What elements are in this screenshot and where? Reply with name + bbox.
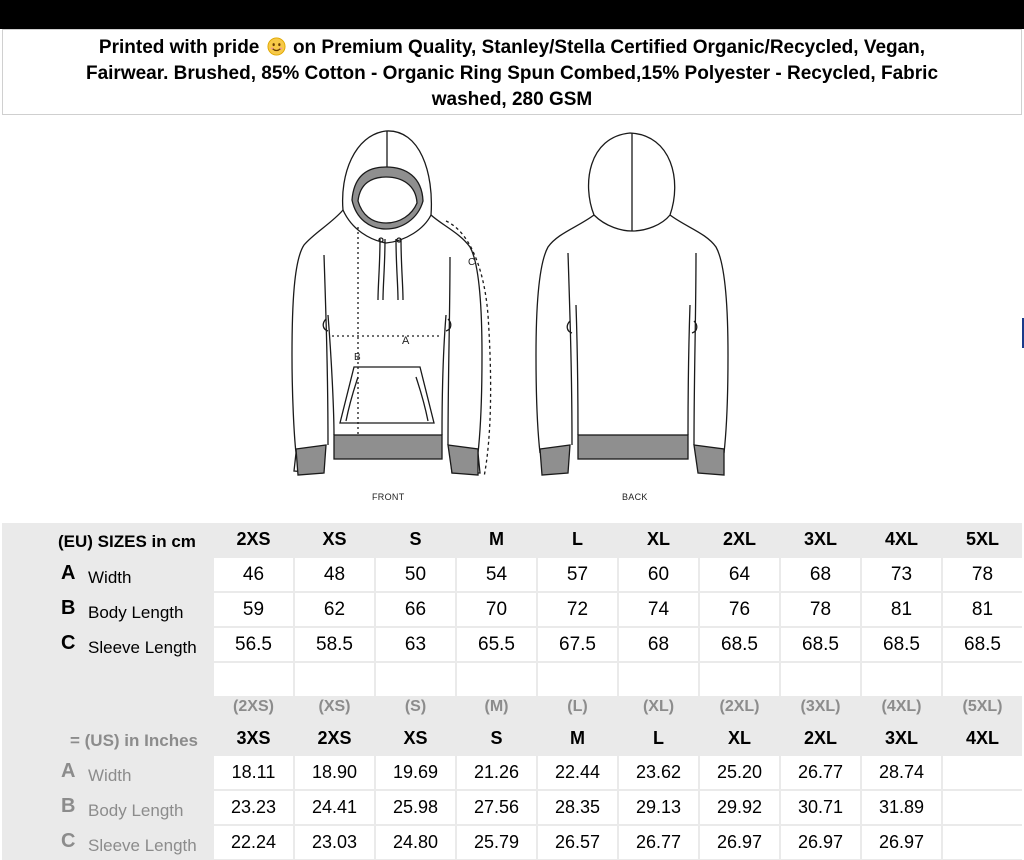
table-cell xyxy=(943,826,1022,859)
table-cell: 18.90 xyxy=(295,756,374,789)
us-size: S xyxy=(490,728,503,748)
table-cell: 25.98 xyxy=(376,791,455,824)
table-cell: 78 xyxy=(781,593,860,626)
eu-size-s: S xyxy=(409,529,422,549)
table-cell: 22.24 xyxy=(214,826,293,859)
table-cell: 50 xyxy=(376,558,455,591)
description-line-2: Fairwear. Brushed, 85% Cotton - Organic Ring Spun Combed,15% Polyester - Recycled, Fabric xyxy=(85,63,939,84)
table-cell: 74 xyxy=(619,593,698,626)
row-label: Body Length xyxy=(88,801,184,820)
table-cell: 68.5 xyxy=(862,628,941,661)
eu-equivalent: (M) xyxy=(484,698,509,715)
table-cell: 73 xyxy=(862,558,941,591)
eu-sleeve-length-row xyxy=(2,628,1022,663)
row-label: Body Length xyxy=(88,603,184,622)
us-size: M xyxy=(570,728,585,748)
table-cell: 19.69 xyxy=(376,756,455,789)
eu-size-2xs: 2XS xyxy=(236,529,271,549)
us-body-length-row xyxy=(2,791,1022,826)
table-cell: 65.5 xyxy=(457,628,536,661)
eu-size-xl: XL xyxy=(646,529,670,549)
table-cell: 29.13 xyxy=(619,791,698,824)
table-cell: 29.92 xyxy=(700,791,779,824)
eu-equivalent: (3XL) xyxy=(800,698,841,715)
eu-width-row xyxy=(2,558,1022,593)
row-label: Sleeve Length xyxy=(88,836,197,855)
eu-title-cell xyxy=(2,523,214,558)
us-width-row xyxy=(2,756,1022,791)
table-cell: 68.5 xyxy=(781,628,860,661)
top-black-bar xyxy=(0,0,1024,29)
measure-c-label: C xyxy=(468,257,476,268)
eu-size-l: L xyxy=(572,529,583,549)
table-cell: 48 xyxy=(295,558,374,591)
table-cell xyxy=(943,756,1022,789)
eu-equivalent: (4XL) xyxy=(881,698,922,715)
table-cell: 28.74 xyxy=(862,756,941,789)
description-text-b: on Premium Quality, Stanley/Stella Certified Organic/Recycled, Vegan, xyxy=(292,37,926,58)
table-cell: 67.5 xyxy=(538,628,617,661)
table-cell: 22.44 xyxy=(538,756,617,789)
row-label: Width xyxy=(88,766,132,785)
eu-size-xs: XS xyxy=(322,529,347,549)
us-size: L xyxy=(653,728,664,748)
row-letter: C xyxy=(61,830,76,852)
table-cell: 63 xyxy=(376,628,455,661)
table-cell: 24.80 xyxy=(376,826,455,859)
eu-equivalent: (5XL) xyxy=(962,698,1003,715)
description-line-3: washed, 280 GSM xyxy=(431,89,593,110)
table-cell: 30.71 xyxy=(781,791,860,824)
us-table-title: = (US) in Inches xyxy=(70,731,198,750)
size-chart xyxy=(2,523,1022,860)
table-cell: 72 xyxy=(538,593,617,626)
table-cell: 18.11 xyxy=(214,756,293,789)
eu-equivalent: (2XS) xyxy=(233,698,274,715)
table-cell: 26.97 xyxy=(862,826,941,859)
table-cell: 57 xyxy=(538,558,617,591)
eu-size-2xl: 2XL xyxy=(722,529,756,549)
table-cell: 26.97 xyxy=(781,826,860,859)
table-cell: 81 xyxy=(862,593,941,626)
table-cell: 24.41 xyxy=(295,791,374,824)
table-cell: 26.77 xyxy=(619,826,698,859)
table-cell: 26.57 xyxy=(538,826,617,859)
table-cell: 31.89 xyxy=(862,791,941,824)
table-cell: 81 xyxy=(943,593,1022,626)
us-sleeve-length-row xyxy=(2,826,1022,860)
table-cell: 70 xyxy=(457,593,536,626)
row-letter: A xyxy=(61,760,76,782)
table-cell: 68 xyxy=(781,558,860,591)
hoodie-drawings xyxy=(2,115,1022,523)
table-cell: 46 xyxy=(214,558,293,591)
table-cell: 64 xyxy=(700,558,779,591)
table-cell: 27.56 xyxy=(457,791,536,824)
table-cell: 60 xyxy=(619,558,698,591)
eu-equivalent: (S) xyxy=(404,698,427,715)
smiling-face-icon xyxy=(267,37,286,56)
row-letter: B xyxy=(61,795,76,817)
us-size: 3XS xyxy=(236,728,271,748)
description-text-a: Printed with pride xyxy=(98,37,260,58)
us-size: 3XL xyxy=(884,728,918,748)
table-cell: 68 xyxy=(619,628,698,661)
table-cell: 23.23 xyxy=(214,791,293,824)
table-cell: 58.5 xyxy=(295,628,374,661)
table-cell xyxy=(943,791,1022,824)
front-label: FRONT xyxy=(372,492,405,502)
row-label: Sleeve Length xyxy=(88,638,197,657)
table-cell: 28.35 xyxy=(538,791,617,824)
eu-size-header-row xyxy=(2,523,1022,558)
eu-equivalent: (XL) xyxy=(642,698,675,715)
table-cell: 59 xyxy=(214,593,293,626)
description-line-1 xyxy=(3,35,1021,61)
table-cell: 68.5 xyxy=(700,628,779,661)
table-cell: 26.77 xyxy=(781,756,860,789)
table-cell: 21.26 xyxy=(457,756,536,789)
us-size: 2XL xyxy=(803,728,837,748)
us-size: 2XS xyxy=(317,728,352,748)
table-cell: 26.97 xyxy=(700,826,779,859)
table-cell: 23.03 xyxy=(295,826,374,859)
us-size: XS xyxy=(403,728,428,748)
table-cell: 62 xyxy=(295,593,374,626)
measure-a-label: A xyxy=(402,335,410,347)
table-cell: 66 xyxy=(376,593,455,626)
back-hoodie-drawing xyxy=(536,133,728,475)
table-cell: 54 xyxy=(457,558,536,591)
hoodie-diagram xyxy=(2,115,1022,523)
us-size: 4XL xyxy=(965,728,999,748)
table-cell: 25.79 xyxy=(457,826,536,859)
table-cell: 78 xyxy=(943,558,1022,591)
eu-size-m: M xyxy=(489,529,504,549)
eu-equivalent: (2XL) xyxy=(719,698,760,715)
eu-size-4xl: 4XL xyxy=(884,529,918,549)
table-cell: 25.20 xyxy=(700,756,779,789)
us-size-header-row xyxy=(2,722,1022,757)
eu-body-length-row xyxy=(2,593,1022,628)
back-label: BACK xyxy=(622,492,648,502)
table-cell: 68.5 xyxy=(943,628,1022,661)
eu-table-title: (EU) SIZES in cm xyxy=(58,532,196,551)
eu-equivalent: (XS) xyxy=(318,698,351,715)
front-hoodie-drawing xyxy=(292,131,491,477)
row-letter: C xyxy=(61,632,76,654)
eu-equivalent-row xyxy=(2,690,1022,725)
measure-b-label: B xyxy=(354,352,361,363)
table-cell: 56.5 xyxy=(214,628,293,661)
table-cell: 76 xyxy=(700,593,779,626)
eu-size-5xl: 5XL xyxy=(965,529,999,549)
row-letter: B xyxy=(61,597,76,619)
eu-size-3xl: 3XL xyxy=(803,529,837,549)
row-letter: A xyxy=(61,562,76,584)
table-cell: 23.62 xyxy=(619,756,698,789)
row-label: Width xyxy=(88,568,132,587)
product-description xyxy=(2,29,1022,115)
eu-equivalent: (L) xyxy=(567,698,588,715)
us-size: XL xyxy=(727,728,751,748)
